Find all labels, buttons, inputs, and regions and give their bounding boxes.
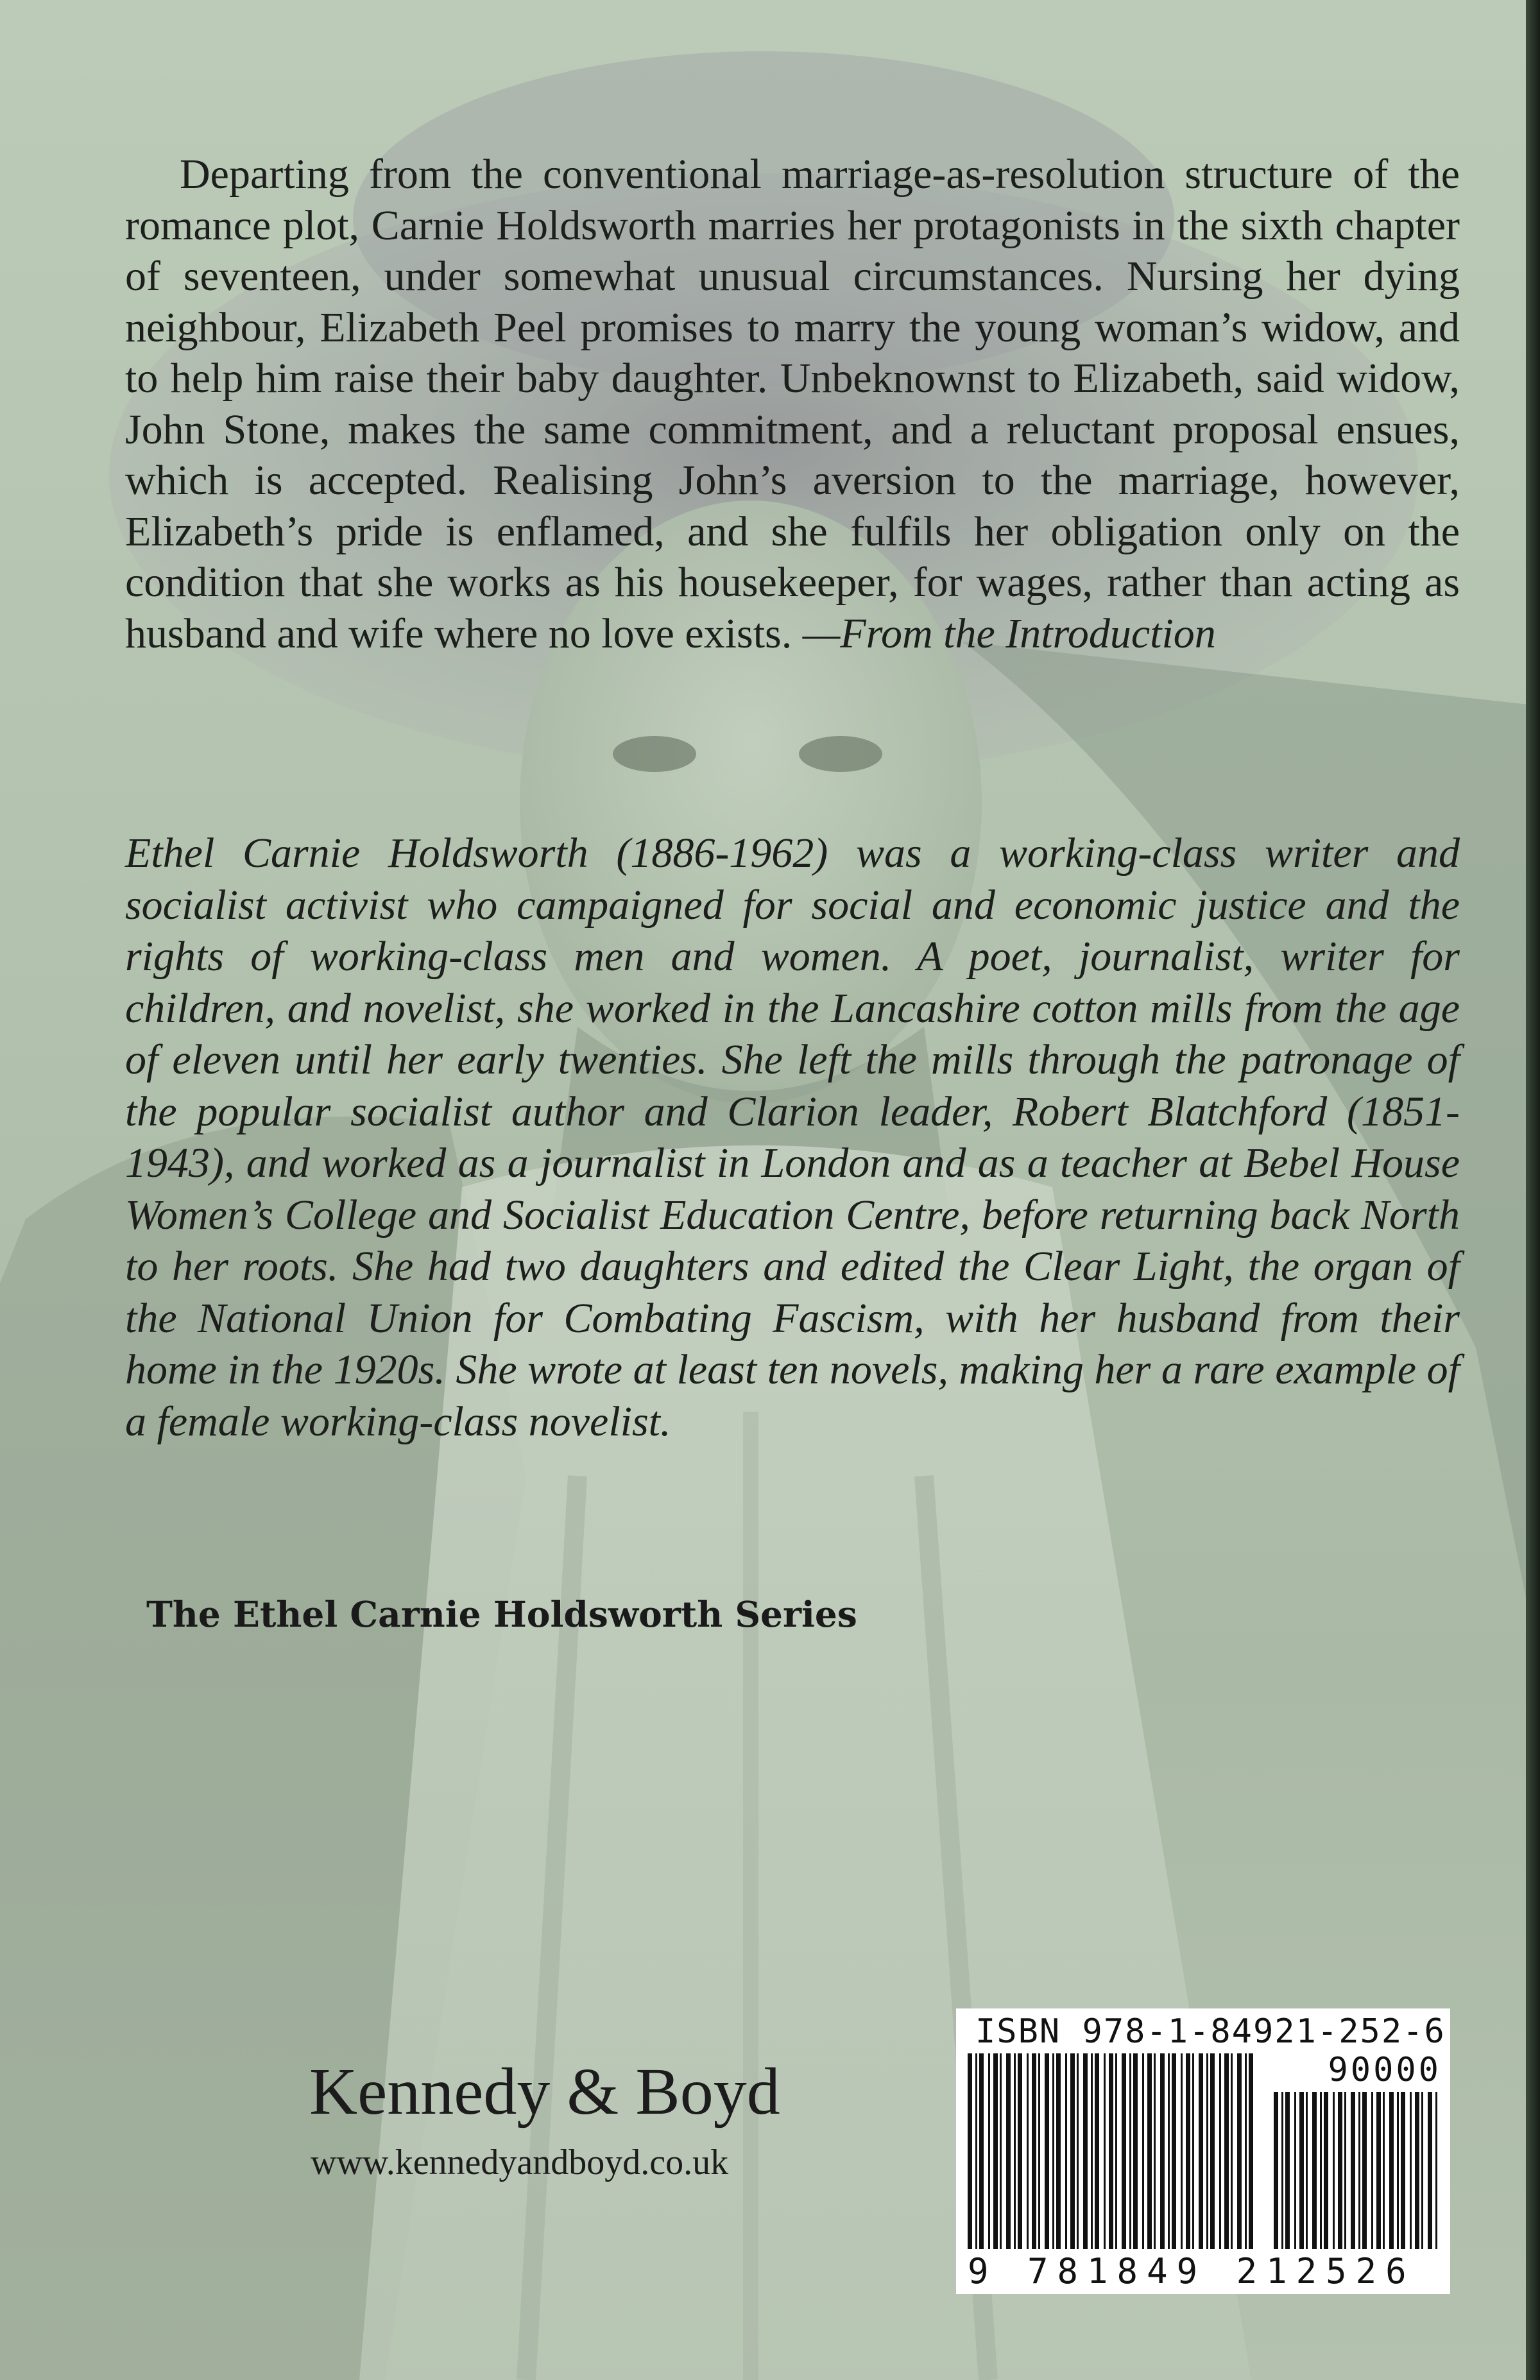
barcode-bar	[1014, 2053, 1016, 2249]
barcode-bar	[1333, 2092, 1335, 2249]
barcode-bar	[1091, 2053, 1093, 2249]
blurb-text: Departing from the conventional marriage-as-resolution structure of the romance plot, Carnie Holdsworth marries her protagonists in the sixth chapter of seventeen, under somewhat unusual circumstances. Nursing her dying neighbour, Elizabeth Peel promises to marry the young woman’s widow, and to help him raise their baby daughter. Unbeknownst to Elizabeth, said widow, John Stone, makes the same commitment, and a reluctant proposal ensues, which is accepted. Realising John’s aversion to the marriage, however, Elizabeth’s pride is enflamed, and she fulfils her obligation only on the condition that she works as his housekeeper, for wages, rather than acting as husband and wife where no love exists.	[125, 151, 1460, 657]
barcode-bar	[1122, 2053, 1126, 2249]
barcode-bar	[1104, 2053, 1106, 2249]
barcode-bar	[1115, 2053, 1117, 2249]
barcode-bar	[1338, 2092, 1342, 2249]
barcode-bar	[1142, 2053, 1144, 2249]
barcode-bar	[1306, 2092, 1308, 2249]
barcode-bar	[1219, 2053, 1221, 2249]
barcode-bar	[1397, 2092, 1399, 2249]
barcode-bar	[1070, 2053, 1075, 2249]
barcode-bar	[1401, 2092, 1405, 2249]
barcode-bar	[1435, 2092, 1437, 2249]
barcode-bar	[1285, 2092, 1290, 2249]
barcode-bar	[1281, 2092, 1283, 2249]
barcode-bar	[1083, 2053, 1088, 2249]
barcode-bar	[1095, 2053, 1099, 2249]
barcode-bar	[1065, 2053, 1067, 2249]
barcode-bar	[1032, 2053, 1036, 2249]
barcode-bar	[1168, 2053, 1170, 2249]
barcode-bar	[1210, 2053, 1215, 2249]
barcode-bar	[1133, 2053, 1138, 2249]
barcode-bar	[975, 2053, 977, 2249]
barcode-bar	[968, 2053, 972, 2249]
barcode-bar	[1231, 2053, 1233, 2249]
barcode-bar	[1206, 2053, 1208, 2249]
publisher-url[interactable]: www.kennedyandboyd.co.uk	[311, 2143, 729, 2182]
barcode-bar	[1274, 2092, 1278, 2249]
barcode-bar	[1181, 2053, 1183, 2249]
barcode-bar	[1109, 2053, 1113, 2249]
barcode-bar	[1294, 2092, 1296, 2249]
barcode-bar	[1192, 2053, 1194, 2249]
barcode-bar	[1160, 2053, 1165, 2249]
barcode-bar	[1415, 2092, 1419, 2249]
barcode-bar	[1344, 2092, 1346, 2249]
barcode-bar	[1186, 2053, 1190, 2249]
barcode-bar	[1006, 2053, 1011, 2249]
isbn-barcode	[956, 2008, 1450, 2294]
barcode-bar	[1045, 2053, 1049, 2249]
barcode-bar	[1428, 2092, 1432, 2249]
barcode-bar	[1172, 2053, 1176, 2249]
barcode-bar	[1224, 2053, 1229, 2249]
barcode-bar	[1056, 2053, 1061, 2249]
barcode-bar	[1320, 2092, 1322, 2249]
barcode-bar	[1249, 2053, 1253, 2249]
barcode-bar	[1421, 2092, 1423, 2249]
barcode-bar	[1199, 2053, 1203, 2249]
barcode-bar	[1027, 2053, 1029, 2249]
barcode-bar	[1383, 2092, 1385, 2249]
barcode-bar	[1410, 2092, 1412, 2249]
barcode-bar	[1237, 2053, 1242, 2249]
price-code: 90000	[1328, 2051, 1441, 2089]
barcode-bar	[1129, 2053, 1131, 2249]
barcode-bar	[993, 2053, 998, 2249]
barcode-bar	[1371, 2092, 1373, 2249]
barcode-bar	[1245, 2053, 1247, 2249]
blurb-attribution: —From the Introduction	[802, 610, 1216, 657]
barcode-bar	[1052, 2053, 1054, 2249]
ean-digits: 9 781849 212526	[968, 2251, 1416, 2291]
barcode-bar	[988, 2053, 990, 2249]
author-biography	[125, 828, 1460, 1448]
barcode-bar	[1358, 2092, 1360, 2249]
spine-edge	[1526, 0, 1540, 2380]
barcode-bar	[1154, 2053, 1156, 2249]
barcode-bar	[1389, 2092, 1394, 2249]
barcode-bar	[1000, 2053, 1002, 2249]
barcode-bar	[1376, 2092, 1381, 2249]
barcode-bar	[1299, 2092, 1304, 2249]
isbn-label: ISBN 978-1-84921-252-6	[975, 2012, 1446, 2051]
barcode-bar	[1324, 2092, 1328, 2249]
bio-text: Ethel Carnie Holdsworth (1886-1962) was a working-class writer and socialist activist who campaigned for social and economic justice and the rights of working-class men and women. A poet, journalist, writer for children, and novelist, she worked in the Lancashire cotton mills from the age of eleven until her early twenties. She left the mills through the patronage of the popular socialist author and Clarion leader, Robert Blatchford (1851-1943), and worked as a journalist in London and as a teacher at Bebel House Women’s College and Socialist Education Centre, before returning back North to her roots. She had two daughters and edited the Clear Light, the organ of the National Union for Combating Fascism, with her husband from their home in the 1920s. She wrote at least ten novels, making her a rare example of a female working-class novelist.	[125, 830, 1460, 1445]
barcode-bar	[1077, 2053, 1079, 2249]
barcode-bar	[1362, 2092, 1367, 2249]
series-title: The Ethel Carnie Holdsworth Series	[146, 1593, 857, 1635]
introduction-blurb	[125, 149, 1460, 659]
barcode-bar	[1312, 2092, 1317, 2249]
barcode-bar	[1018, 2053, 1022, 2249]
barcode-bar	[1038, 2053, 1040, 2249]
barcode-bar	[979, 2053, 984, 2249]
barcode-bar	[1351, 2092, 1355, 2249]
barcode-bar	[1147, 2053, 1152, 2249]
publisher-name: Kennedy & Boyd	[309, 2055, 780, 2128]
